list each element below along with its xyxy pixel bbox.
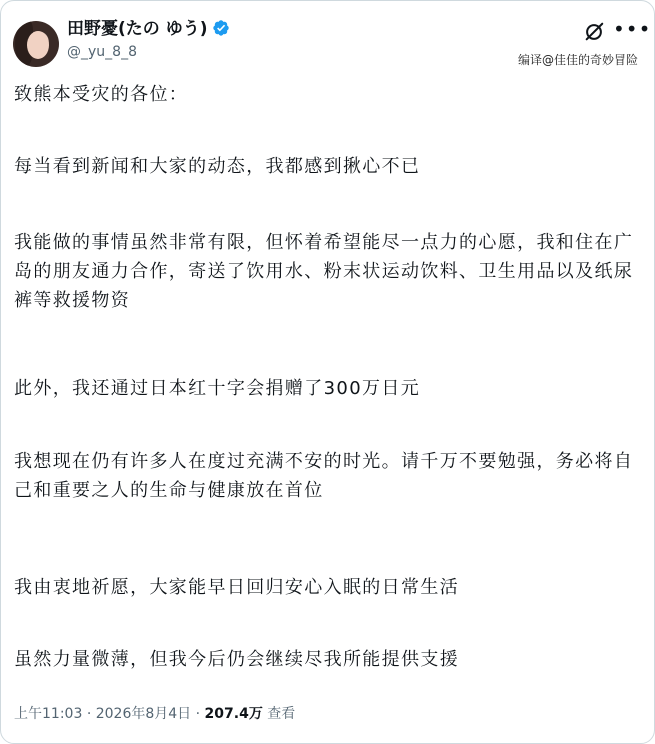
post-paragraph: 我想现在仍有许多人在度过充满不安的时光。请千万不要勉强，务必将自己和重要之人的生命与健康放在首位 — [14, 451, 634, 501]
post-time[interactable]: 上午11:03 — [14, 706, 83, 722]
views-label[interactable]: 查看 — [267, 706, 296, 722]
user-handle[interactable]: @_yu_8_8 — [67, 44, 137, 60]
meta-separator: · — [86, 706, 92, 722]
avatar[interactable] — [13, 21, 59, 67]
verified-badge-icon — [212, 19, 230, 37]
display-name-row[interactable] — [67, 18, 230, 40]
post-paragraph: 我能做的事情虽然非常有限，但怀着希望能尽一点力的心愿，我和住在广岛的朋友通力合作，寄送了饮用水、粉末状运动饮料、卫生用品以及纸尿裤等救援物资 — [14, 232, 634, 311]
post-paragraph: 虽然力量微薄，但我今后仍会继续尽我所能提供支援 — [14, 649, 460, 670]
post-paragraph: 每当看到新闻和大家的动态，我都感到揪心不已 — [14, 156, 421, 177]
post-paragraph: 我由衷地祈愿，大家能早日回归安心入眠的日常生活 — [14, 577, 460, 598]
display-name[interactable]: 田野憂(たの ゆう) — [67, 19, 208, 39]
views-count[interactable]: 207.4万 — [204, 706, 263, 722]
translator-note: 编译@佳佳的奇妙冒险 — [517, 53, 638, 67]
more-options-icon[interactable]: ••• — [613, 17, 652, 41]
avatar-face — [27, 31, 49, 59]
meta-separator: · — [195, 706, 201, 722]
grok-icon[interactable] — [583, 21, 605, 43]
post-meta — [14, 704, 295, 724]
post-paragraph: 此外，我还通过日本红十字会捐赠了300万日元 — [14, 378, 421, 399]
post-date[interactable]: 2026年8月4日 — [95, 706, 192, 722]
post-paragraph: 致熊本受灾的各位： — [14, 84, 189, 105]
